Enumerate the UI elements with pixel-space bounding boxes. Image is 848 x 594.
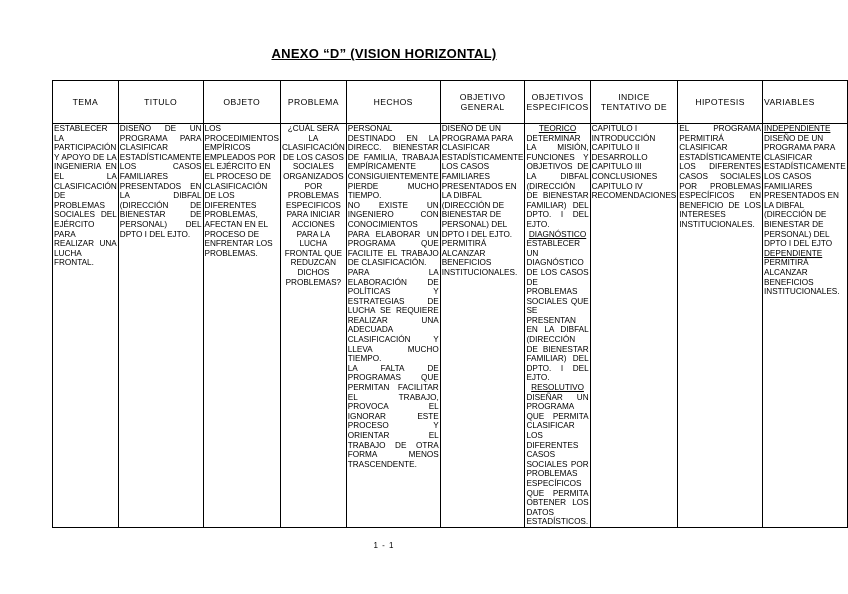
research-matrix-table [52,80,848,528]
objetivo-resolutivo-text: DISEÑAR UN PROGRAMA QUE PERMITA CLASIFICAR LOS DIFERENTES CASOS SOCIALES POR PROBLEMAS ESPECÍFICOS QUE PERMITA OBTENER LOS DATOS ESTADÍSTICOS. [526,392,589,527]
hecho-4: LA FALTA DE PROGRAMAS QUE PERMITAN FACILITAR EL TRABAJO, PROVOCA EL IGNORAR ESTE PROCESO Y ORIENTAR EL TRABAJO DE OTRA FORMA MENOS TRASCENDENTE. [347,363,439,469]
indice-cap-2: CAPITULO II DESARROLLO [591,143,648,162]
header-objetivos-especificos: OBJETIVOS ESPECIFICOS [525,81,590,124]
objetivo-diagnostico-text: ESTABLECER UN DIAGNÓSTICO DE LOS CASOS DE PROBLEMAS SOCIALES QUE SE PRESENTAN EN LA DIBFAL (DIRECCIÓN DE BIENESTAR FAMILIAR) DEL DPTO. I DEL EJTO. [526,239,589,383]
variable-independiente-text: DISEÑO DE UN PROGRAMA PARA CLASIFICAR ESTADÍSTICAMENTE LOS CASOS FAMILIARES PRESENTADOS EN LA DIBFAL (DIRECCIÓN DE BIENESTAR DE PERSONAL) DEL DPTO I DEL EJTO [764,133,846,249]
document-title: ANEXO “D” (VISION HORIZONTAL) [271,46,497,61]
header-indice: INDICE TENTATIVO DE [590,81,678,124]
cell-objetivo-general [440,124,525,528]
cell-variables [763,124,848,528]
variable-dependiente-label: DEPENDIENTE [764,248,823,258]
objetivo-general-beneficio: PERMITIRÁ ALCANZAR BENEFICIOS INSTITUCIONALES. [441,239,518,277]
indice-cap-3: CAPITULO III CONCLUSIONES [591,162,658,181]
cell-indice [590,124,678,528]
header-hipotesis: HIPOTESIS [678,81,763,124]
indice-cap-4: CAPITULO IV RECOMENDACIONES [591,181,677,201]
cell-objeto: LOS PROCEDIMIENTOS EMPÍRICOS EMPLEADOS POR EL EJÉRCITO EN EL PROCESO DE CLASIFICACIÓN DE LOS DIFERENTES PROBLEMAS, AFECTAN EN EL PROCESO DE ENFRENTAR LOS PROBLEMAS. [203,124,280,528]
content-row [53,124,848,528]
header-objetivo-general: OBJETIVO GENERAL [440,81,525,124]
hecho-2: NO EXISTE UN INGENIERO CON CONOCIMIENTOS PARA ELABORAR UN PROGRAMA QUE FACILITE EL TRABAJO DE CLASIFICACIÓN. [347,200,439,268]
cell-titulo: DISEÑO DE UN PROGRAMA PARA CLASIFICAR ESTADÍSTICAMENTE LOS CASOS FAMILIARES PRESENTADOS EN LA DIBFAL (DIRECCIÓN DE BIENESTAR DE PERSONAL) DEL DPTO I DEL EJTO. [118,124,203,528]
header-problema: PROBLEMA [280,81,346,124]
cell-hipotesis: EL PROGRAMA PERMITIRÁ CLASIFICAR ESTADÍSTICAMENTE LOS DIFERENTES CASOS SOCIALES POR PROBLEMAS ESPECÍFICOS EN BENEFICIO DE LOS INTERESES INSTITUCIONALES. [678,124,763,528]
header-variables: VARIABLES [763,81,848,124]
objetivo-diagnostico-heading: DIAGNÓSTICO [528,229,587,239]
page-number: 1 - 1 [373,541,395,550]
header-row [53,81,848,124]
objetivo-teorico-text: DETERMINAR LA MISIÓN, FUNCIONES Y OBJETIVOS DE LA DIBFAL (DIRECCIÓN DE BIENESTAR FAMILIAR) DEL DPTO. I DEL EJTO. [526,133,589,229]
objetivo-general-text: DISEÑO DE UN PROGRAMA PARA CLASIFICAR ESTADÍSTICAMENTE LOS CASOS FAMILIARES PRESENTADOS EN LA DIBFAL (DIRECCIÓN DE BIENESTAR DE PERSONAL) DEL DPTO I DEL EJTO. [441,124,524,239]
variable-independiente-label: INDEPENDIENTE [764,124,831,133]
header-hechos: HECHOS [346,81,440,124]
cell-problema: ¿CUÁL SERÁ LA CLASIFICACIÓN DE LOS CASOS SOCIALES ORGANIZADOS POR PROBLEMAS ESPECIFICOS PARA INICIAR ACCIONES PARA LA LUCHA FRONTAL QUE REDUZCAN DICHOS PROBLEMAS? [280,124,346,528]
header-tema: TEMA [53,81,119,124]
cell-hechos [346,124,440,528]
cell-objetivos-especificos [525,124,590,528]
hecho-1: PERSONAL DESTINADO EN LA DIRECC. BIENESTAR DE FAMILIA, TRABAJA EMPÍRICAMENTE CONSIGUIENTEMENTE PIERDE MUCHO TIEMPO. [347,124,439,201]
indice-cap-1: CAPITULO I INTRODUCCIÓN [591,124,656,143]
variable-dependiente-text: PERMITIRÁ ALCANZAR BENEFICIOS INSTITUCIONALES. [764,258,840,297]
cell-tema: ESTABLECER LA PARTICIPACIÓN Y APOYO DE LA INGENIERIA EN EL LA CLASIFICACIÓN DE PROBLEMAS SOCIALES DEL EJÉRCITO PARA REALIZAR UNA LUCHA FRONTAL. [53,124,119,528]
objetivo-resolutivo-heading: RESOLUTIVO [531,383,584,393]
header-objeto: OBJETO [203,81,280,124]
hecho-3: PARA LA ELABORACIÓN DE POLÍTICAS Y ESTRATEGIAS DE LUCHA SE REQUIERE REALIZAR UNA ADECUADA CLASIFICACIÓN Y LLEVA MUCHO TIEMPO. [347,267,439,364]
objetivo-teorico-heading: TEORICO [538,124,577,133]
header-titulo: TITULO [118,81,203,124]
